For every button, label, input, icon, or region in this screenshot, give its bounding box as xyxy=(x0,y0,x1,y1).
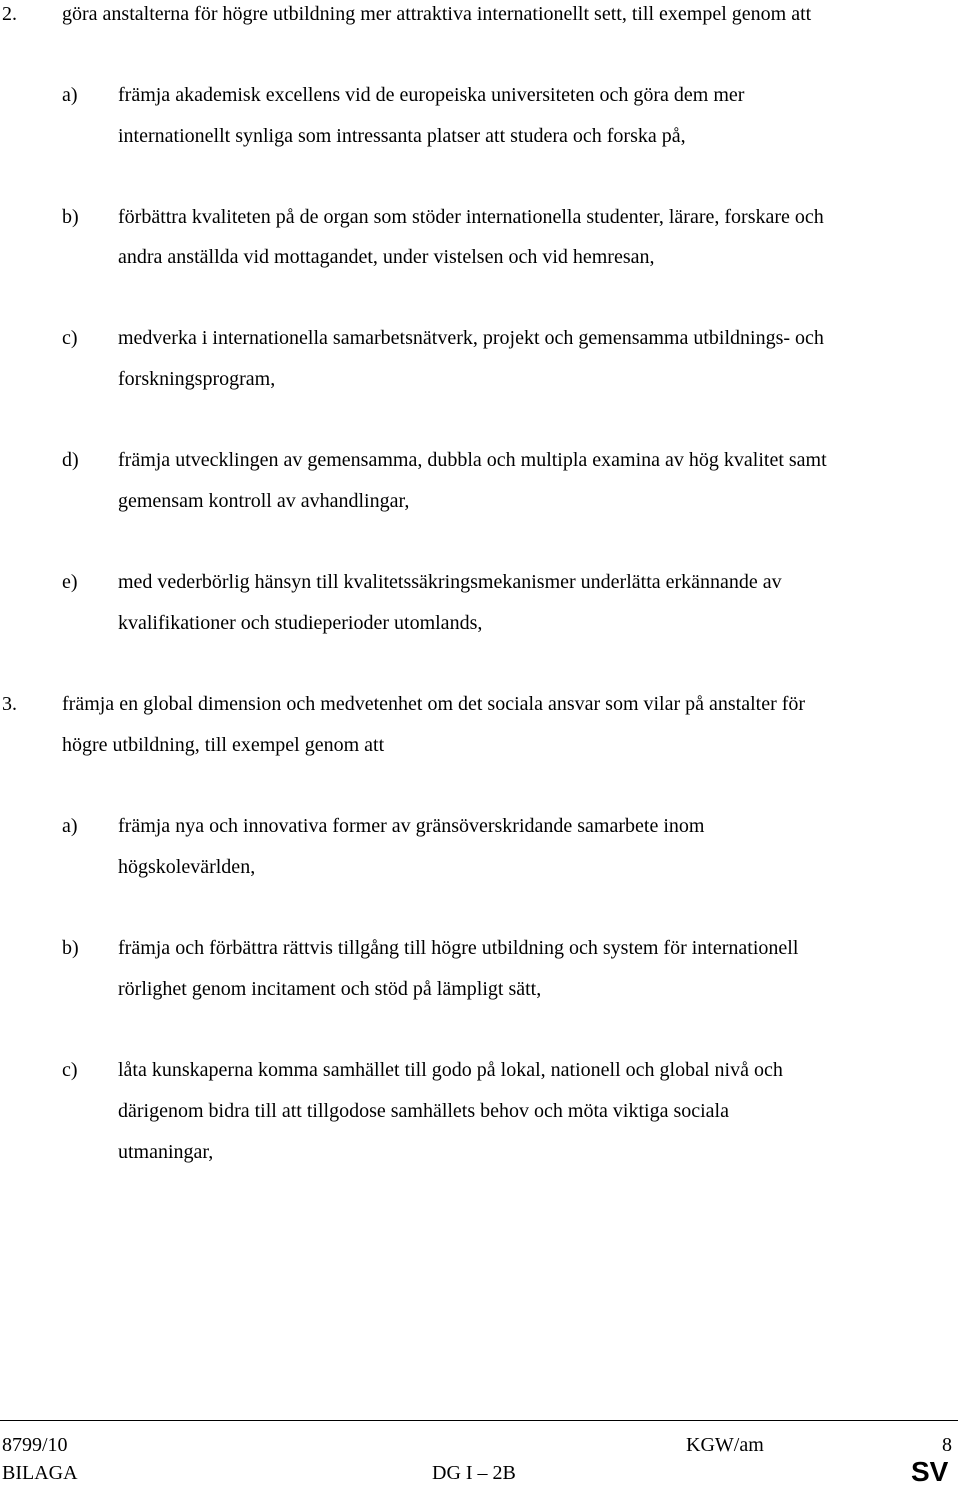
item-2d-line-2: gemensam kontroll av avhandlingar, xyxy=(118,490,410,512)
item-2e-line-2: kvalifikationer och studieperioder utomlands, xyxy=(118,612,483,634)
item-2a-line-2: internationellt synliga som intressanta platser att studera och forska på, xyxy=(118,125,686,147)
item-2b-label: b) xyxy=(62,206,79,228)
footer-language-code: SV xyxy=(911,1456,949,1487)
item-2b-line-2: andra anställda vid mottagandet, under vistelsen och vid hemresan, xyxy=(118,246,655,268)
item-2a-label: a) xyxy=(62,84,78,106)
footer-annex: BILAGA xyxy=(2,1462,78,1484)
item-2c-line-1: medverka i internationella samarbetsnätverk, projekt och gemensamma utbildnings- och xyxy=(118,327,824,349)
item-2a-line-1: främja akademisk excellens vid de europeiska universiteten och göra dem mer xyxy=(118,84,745,106)
item-3c-line-2: därigenom bidra till att tillgodose samhällets behov och möta viktiga sociala xyxy=(118,1100,729,1122)
item-3-number: 3. xyxy=(2,693,17,715)
item-3a-line-1: främja nya och innovativa former av gränsöverskridande samarbete inom xyxy=(118,815,705,837)
item-3b-label: b) xyxy=(62,937,79,959)
item-3b-line-1: främja och förbättra rättvis tillgång till högre utbildning och system för internationell xyxy=(118,937,799,959)
item-3c-label: c) xyxy=(62,1059,78,1081)
item-3-line-2: högre utbildning, till exempel genom att xyxy=(62,734,385,756)
footer-author: KGW/am xyxy=(686,1434,764,1456)
item-2-text: göra anstalterna för högre utbildning mer attraktiva internationellt sett, till exempel genom att xyxy=(62,3,812,25)
item-2e-label: e) xyxy=(62,571,78,593)
item-3b-line-2: rörlighet genom incitament och stöd på lämpligt sätt, xyxy=(118,978,542,1000)
item-2d-line-1: främja utvecklingen av gemensamma, dubbla och multipla examina av hög kvalitet samt xyxy=(118,449,827,471)
item-2d-label: d) xyxy=(62,449,79,471)
item-3-line-1: främja en global dimension och medvetenhet om det sociala ansvar som vilar på anstalter för xyxy=(62,693,806,715)
item-3c-line-1: låta kunskaperna komma samhället till godo på lokal, nationell och global nivå och xyxy=(118,1059,783,1081)
item-3a-label: a) xyxy=(62,815,78,837)
item-3c-line-3: utmaningar, xyxy=(118,1141,214,1163)
item-2e-line-1: med vederbörlig hänsyn till kvalitetssäkringsmekanismer underlätta erkännande av xyxy=(118,571,782,593)
item-3a-line-2: högskolevärlden, xyxy=(118,856,256,878)
item-2b-line-1: förbättra kvaliteten på de organ som stöder internationella studenter, lärare, forskare och xyxy=(118,206,824,228)
footer-page-number: 8 xyxy=(942,1434,952,1456)
footer-doc-number: 8799/10 xyxy=(2,1434,68,1456)
item-2-number: 2. xyxy=(2,3,17,25)
item-2c-label: c) xyxy=(62,327,78,349)
footer-department: DG I – 2B xyxy=(432,1462,516,1484)
item-2c-line-2: forskningsprogram, xyxy=(118,368,276,390)
footer-rule xyxy=(0,1420,958,1421)
